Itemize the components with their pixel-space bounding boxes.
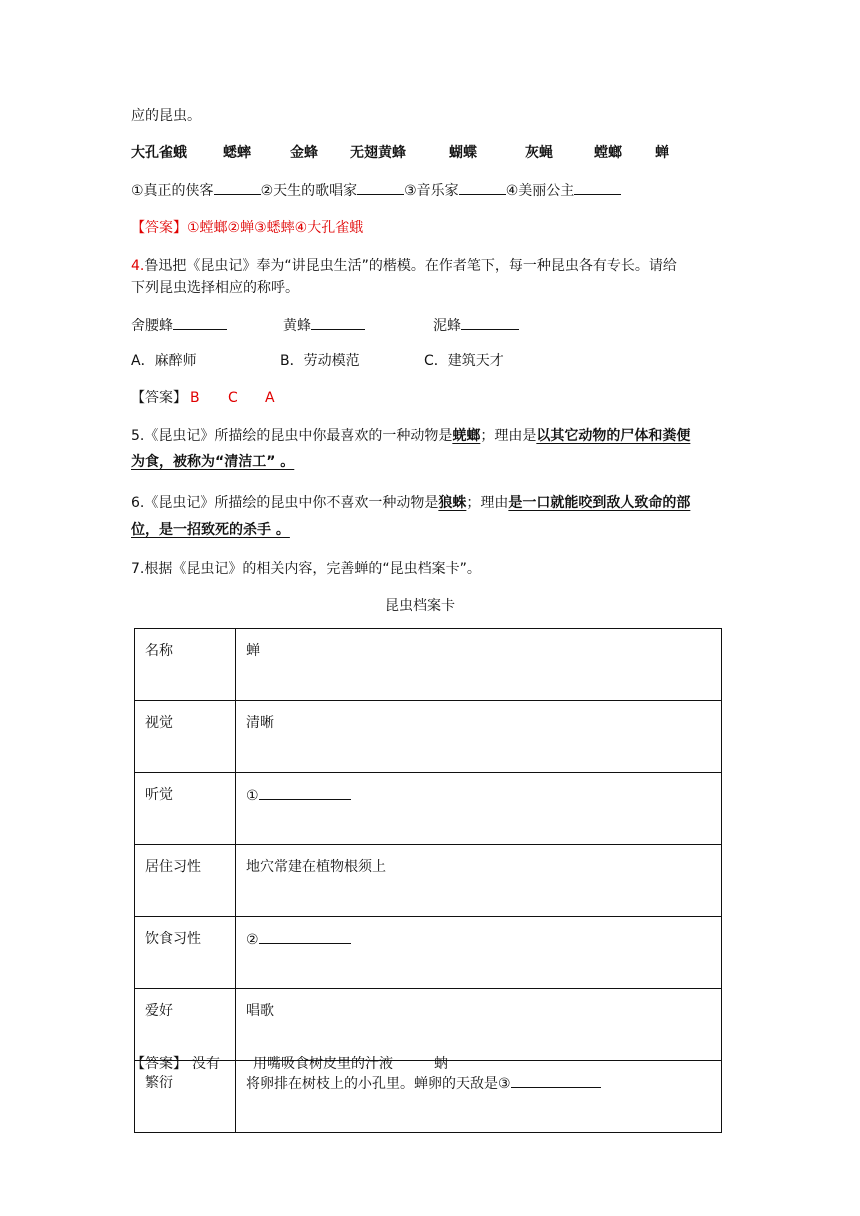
bee-3-blank[interactable] bbox=[461, 315, 519, 330]
row-key: 名称 bbox=[135, 629, 236, 701]
answer-4-1: B bbox=[190, 390, 200, 406]
title-q4: ④美丽公主 bbox=[505, 183, 575, 199]
bee-1: 舍腰蜂 bbox=[131, 318, 173, 334]
answer-7-bracket: 【答案】 bbox=[131, 1056, 187, 1072]
answer-3 bbox=[131, 218, 363, 238]
q4-text-line1: 鲁迅把《昆虫记》奉为“讲昆虫生活”的楷模。在作者笔下，每一种昆虫各有专长。请给 bbox=[144, 258, 677, 274]
q5-animal: 蜣螂 bbox=[452, 428, 481, 444]
answer-4-2: C bbox=[228, 390, 238, 406]
intro-tail: 应的昆虫。 bbox=[131, 108, 201, 124]
insect-2: 蟋蟀 bbox=[223, 145, 251, 161]
insect-list bbox=[131, 143, 731, 163]
q4-options bbox=[131, 351, 631, 371]
enemy-blank[interactable] bbox=[511, 1073, 601, 1088]
title-prompts bbox=[131, 180, 621, 201]
table-row bbox=[135, 989, 722, 1061]
row-value: 将卵排在树枝上的小孔里。蝉卵的天敌是③ bbox=[246, 1076, 511, 1092]
insect-7: 螳螂 bbox=[594, 145, 622, 161]
row-value: 地穴常建在植物根须上 bbox=[236, 845, 722, 917]
title-q3-blank[interactable] bbox=[459, 180, 506, 195]
diet-blank[interactable] bbox=[259, 929, 351, 944]
row-value: ② bbox=[246, 932, 259, 948]
q5-reason1: 以其它动物的尸体和粪便 bbox=[536, 428, 691, 444]
row-key: 饮食习性 bbox=[135, 917, 236, 989]
row-value: ① bbox=[246, 788, 259, 804]
row-key: 视觉 bbox=[135, 701, 236, 773]
title-q2: ②天生的歌唱家 bbox=[260, 183, 358, 199]
q4-line2: 下列昆虫选择相应的称呼。 bbox=[131, 280, 299, 296]
insect-1: 大孔雀蛾 bbox=[131, 145, 187, 161]
card-title: 昆虫档案卡 bbox=[385, 598, 455, 614]
row-key: 繁衍 bbox=[135, 1061, 236, 1133]
q5-prefix: 5.《昆虫记》所描绘的昆虫中你最喜欢的一种动物是 bbox=[131, 428, 453, 444]
table-row bbox=[135, 629, 722, 701]
q4-bees bbox=[131, 315, 631, 335]
row-value-cell bbox=[236, 917, 722, 989]
q6-prefix: 6.《昆虫记》所描绘的昆虫中你不喜欢一种动物是 bbox=[131, 495, 439, 511]
option-b: B．劳动模范 bbox=[280, 353, 360, 369]
title-q1: ①真正的侠客 bbox=[131, 183, 214, 199]
q5-line1 bbox=[131, 426, 690, 446]
q6-reason1: 是一口就能咬到敌人致命的部 bbox=[508, 495, 691, 511]
bee-1-blank[interactable] bbox=[173, 315, 227, 330]
answer-7-2: 用嘴吸食树皮里的汁液 bbox=[253, 1056, 393, 1072]
title-q4-blank[interactable] bbox=[574, 180, 621, 195]
q5-mid: ；理由是 bbox=[480, 428, 537, 444]
q7-text: 7.根据《昆虫记》的相关内容，完善蝉的“昆虫档案卡”。 bbox=[131, 561, 481, 577]
answer-7-1: 没有 bbox=[192, 1056, 220, 1072]
q6-reason2: 位，是一招致死的杀手 。 bbox=[131, 522, 290, 538]
answer-4-bracket: 【答案】 bbox=[131, 390, 187, 406]
q6-mid: ；理由 bbox=[466, 495, 509, 511]
table-row bbox=[135, 773, 722, 845]
title-q1-blank[interactable] bbox=[214, 180, 261, 195]
row-key: 居住习性 bbox=[135, 845, 236, 917]
insect-5: 蝴蝶 bbox=[449, 145, 477, 161]
insect-3: 金蜂 bbox=[290, 145, 318, 161]
table-row bbox=[135, 917, 722, 989]
insect-8: 蝉 bbox=[655, 145, 669, 161]
table-row bbox=[135, 845, 722, 917]
answer-7-3: 蚋 bbox=[434, 1056, 448, 1072]
insect-6: 灰蝇 bbox=[525, 145, 553, 161]
q5-reason2: 为食，被称为“清洁工” 。 bbox=[131, 454, 295, 470]
row-value: 蝉 bbox=[236, 629, 722, 701]
row-value: 清晰 bbox=[236, 701, 722, 773]
q6-animal: 狼蛛 bbox=[438, 495, 467, 511]
answer-4-3: A bbox=[265, 390, 275, 406]
answer-3-text: ①螳螂②蝉③蟋蟀④大孔雀蛾 bbox=[187, 220, 364, 236]
option-a: A．麻醉师 bbox=[131, 353, 197, 369]
row-value-cell bbox=[236, 773, 722, 845]
q4-number: 4. bbox=[131, 258, 145, 274]
option-c: C．建筑天才 bbox=[424, 353, 504, 369]
q6-line1 bbox=[131, 493, 690, 513]
bee-2-blank[interactable] bbox=[311, 315, 365, 330]
hearing-blank[interactable] bbox=[259, 785, 351, 800]
title-q2-blank[interactable] bbox=[357, 180, 404, 195]
row-key: 听觉 bbox=[135, 773, 236, 845]
title-q3: ③音乐家 bbox=[404, 183, 459, 199]
answer-4 bbox=[131, 388, 431, 408]
q4-line1 bbox=[131, 256, 677, 276]
bee-3: 泥蜂 bbox=[433, 318, 461, 334]
row-value: 唱歌 bbox=[236, 989, 722, 1061]
bee-2: 黄蜂 bbox=[283, 318, 311, 334]
row-key: 爱好 bbox=[135, 989, 236, 1061]
answer-3-bracket: 【答案】 bbox=[131, 220, 187, 236]
table-row bbox=[135, 701, 722, 773]
insect-4: 无翅黄蜂 bbox=[350, 145, 406, 161]
answer-7 bbox=[131, 1054, 531, 1074]
